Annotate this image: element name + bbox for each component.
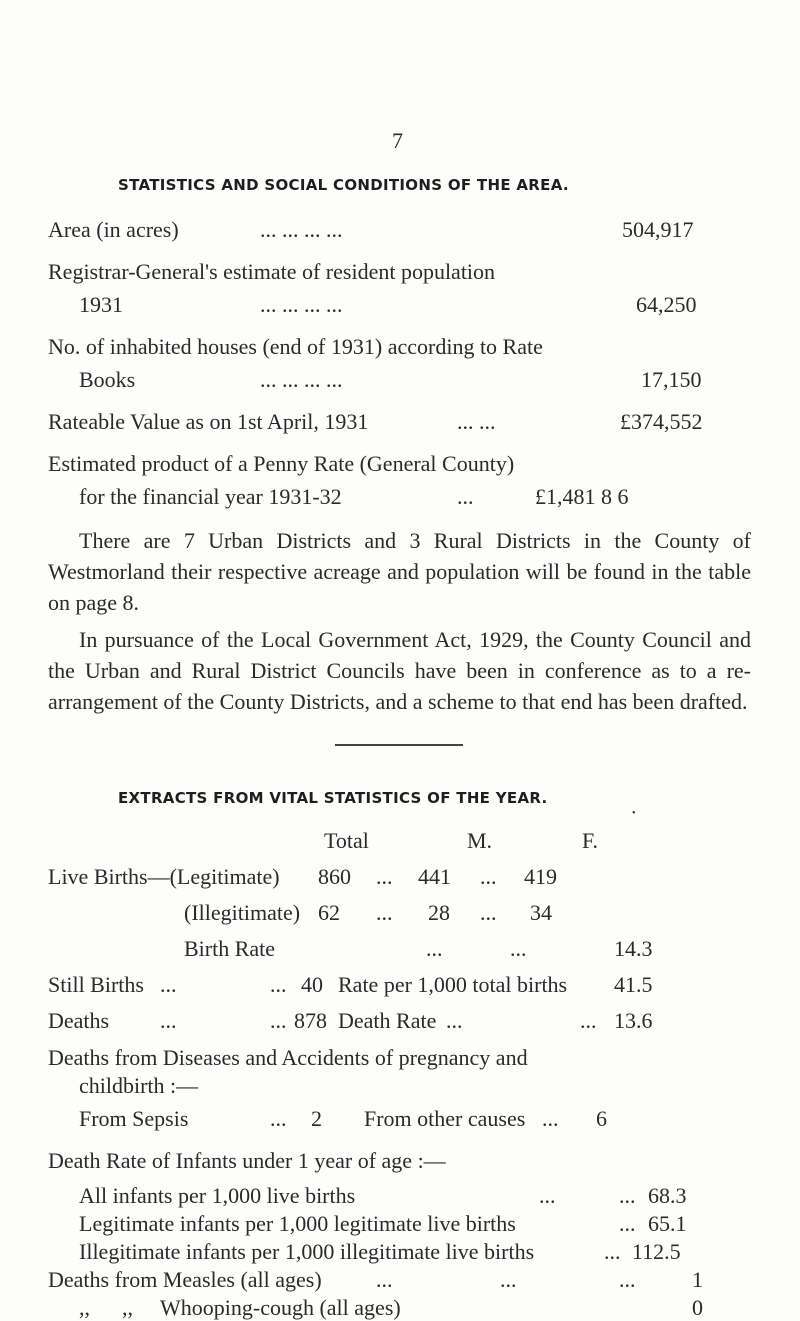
- bullet-mark: •: [632, 808, 636, 819]
- death-rate-label: Death Rate: [338, 1008, 437, 1033]
- still-birth-rate-value: 41.5: [614, 972, 653, 997]
- infant-all-label: All infants per 1,000 live births: [79, 1183, 356, 1208]
- population-label: Registrar-General's estimate of resident population: [48, 259, 496, 284]
- infant-death-rate-heading: Death Rate of Infants under 1 year of age :—: [48, 1148, 446, 1173]
- live-births-label: Live Births—(Legitimate): [48, 864, 280, 889]
- legitimate-total: 860: [318, 864, 351, 889]
- sepsis-value: 2: [311, 1106, 322, 1131]
- dots: ...: [510, 936, 527, 961]
- section-heading-statistics: STATISTICS AND SOCIAL CONDITIONS OF THE AREA.: [118, 176, 569, 194]
- dots: ...: [539, 1183, 556, 1208]
- area-dots: ... ... ... ...: [260, 217, 343, 242]
- ditto-mark: ,,: [122, 1295, 133, 1320]
- illegitimate-total: 62: [318, 900, 340, 925]
- still-births-value: 40: [301, 972, 323, 997]
- penny-rate-value: £1,481 8 6: [535, 484, 629, 509]
- birth-rate-label: Birth Rate: [184, 936, 276, 961]
- diarrhoea-label: [100, 1283, 113, 1284]
- area-label: Area (in acres): [48, 217, 179, 242]
- dots: ...: [500, 1267, 517, 1292]
- still-birth-rate-label: Rate per 1,000 total births: [338, 972, 568, 997]
- infant-illegitimate-value: 112.5: [632, 1239, 681, 1264]
- page-number: 7: [392, 128, 403, 153]
- column-header-male: M.: [467, 828, 493, 853]
- section-heading-vital-statistics: EXTRACTS FROM VITAL STATISTICS OF THE YEAR.: [118, 789, 548, 807]
- ditto-mark: [79, 1283, 80, 1284]
- pregnancy-deaths-label-cont: childbirth :—: [79, 1073, 199, 1098]
- section-divider: [335, 744, 463, 746]
- illegitimate-label: (Illegitimate): [184, 900, 301, 925]
- dots: ...: [376, 864, 393, 889]
- dots: ...: [160, 972, 177, 997]
- dots: ...: [160, 1008, 177, 1033]
- whooping-cough-value: 0: [692, 1295, 703, 1320]
- dots: ...: [426, 936, 443, 961]
- dots: ...: [270, 972, 287, 997]
- whooping-cough-label: Whooping-cough (all ages): [160, 1295, 401, 1320]
- pregnancy-deaths-label: Deaths from Diseases and Accidents of pregnancy and: [48, 1045, 528, 1070]
- sepsis-label: From Sepsis: [79, 1106, 189, 1131]
- penny-rate-label-cont: for the financial year 1931-32: [79, 484, 342, 509]
- legitimate-female: 419: [524, 864, 557, 889]
- rateable-value: £374,552: [620, 409, 703, 434]
- death-rate-value: 13.6: [614, 1008, 653, 1033]
- houses-label-cont: Books: [79, 367, 136, 392]
- dots: ...: [542, 1106, 559, 1131]
- illegitimate-male: 28: [428, 900, 450, 925]
- infant-legitimate-value: 65.1: [648, 1211, 687, 1236]
- houses-value: 17,150: [641, 367, 702, 392]
- population-dots: ... ... ... ...: [260, 292, 343, 317]
- dots: ...: [480, 864, 497, 889]
- dots: ...: [619, 1183, 636, 1208]
- legitimate-male: 441: [418, 864, 451, 889]
- population-year: 1931: [79, 292, 123, 317]
- dots: ...: [580, 1008, 597, 1033]
- deaths-value: 878: [294, 1008, 327, 1033]
- houses-label: No. of inhabited houses (end of 1931) according to Rate: [48, 334, 543, 359]
- dots: ...: [270, 1106, 287, 1131]
- area-value: 504,917: [622, 217, 694, 242]
- dots: ...: [480, 900, 497, 925]
- other-causes-value: 6: [596, 1106, 607, 1131]
- houses-dots: ... ... ... ...: [260, 367, 343, 392]
- paragraph-local-government: In pursuance of the Local Government Act, 1929, the County Council and the Urban and Rural District Councils have been in conference as to a re-arrangement of the County Districts, and a scheme to that end has been drafted.: [48, 627, 751, 714]
- column-header-total: Total: [324, 828, 369, 853]
- infant-all-value: 68.3: [648, 1183, 687, 1208]
- penny-rate-dots: ...: [457, 484, 474, 509]
- still-births-label: Still Births: [48, 972, 144, 997]
- population-value: 64,250: [636, 292, 697, 317]
- penny-rate-label: Estimated product of a Penny Rate (General County): [48, 451, 515, 476]
- infant-illegitimate-label: Illegitimate infants per 1,000 illegitimate live births: [79, 1239, 535, 1264]
- infant-legitimate-label: Legitimate infants per 1,000 legitimate live births: [79, 1211, 516, 1236]
- dots: ...: [619, 1211, 636, 1236]
- deaths-label: Deaths: [48, 1008, 110, 1033]
- dots: ...: [619, 1267, 636, 1292]
- dots: ...: [270, 1008, 287, 1033]
- rateable-dots: ... ...: [457, 409, 496, 434]
- diarrhoea-value: [700, 1283, 701, 1284]
- dots: ...: [376, 900, 393, 925]
- ditto-mark: ,,: [79, 1295, 90, 1320]
- measles-label: Deaths from Measles (all ages): [48, 1267, 322, 1292]
- other-causes-label: From other causes: [364, 1106, 526, 1131]
- dots: ...: [376, 1267, 393, 1292]
- rateable-label: Rateable Value as on 1st April, 1931: [48, 409, 369, 434]
- dots: ...: [446, 1008, 463, 1033]
- measles-value: 1: [692, 1267, 703, 1292]
- column-header-female: F.: [582, 828, 598, 853]
- illegitimate-female: 34: [530, 900, 552, 925]
- birth-rate-value: 14.3: [614, 936, 653, 961]
- dots: ...: [604, 1239, 621, 1264]
- paragraph-districts: There are 7 Urban Districts and 3 Rural Districts in the County of Westmorland their respective acreage and population will be found in the table on page 8.: [48, 528, 751, 615]
